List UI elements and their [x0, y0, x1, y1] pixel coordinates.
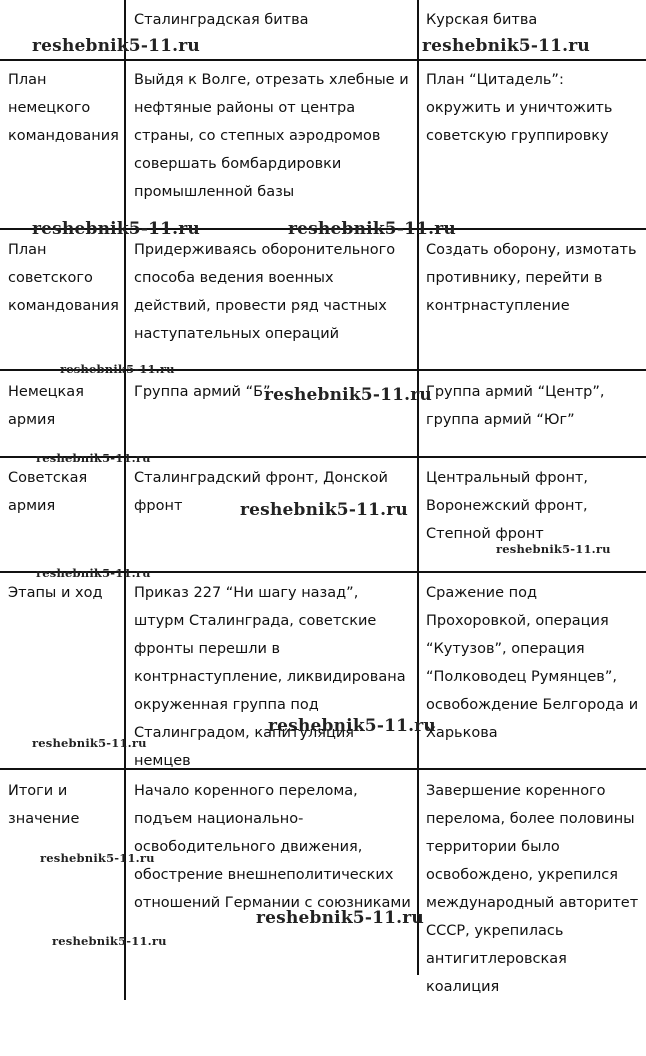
- watermark: reshebnik5-11.ru: [36, 566, 151, 580]
- header-kursk: Курская битва: [426, 12, 538, 28]
- stalingrad-cell: Начало коренного перелома, подъем национально-освободительного движения, обострение внешнеполитических отношений Германии с союзниками: [134, 783, 411, 911]
- stalingrad-cell: Придерживаясь оборонительного способа ведения военных действий, провести ряд частных наступательных операций: [134, 242, 396, 342]
- watermark: reshebnik5-11.ru: [32, 219, 200, 239]
- header-stalingrad: Сталинградская битва: [134, 12, 309, 28]
- row-label: Советская армия: [8, 470, 88, 514]
- watermark: reshebnik5-11.ru: [32, 36, 200, 56]
- stalingrad-cell: Группа армий “Б”: [134, 384, 271, 400]
- watermark: reshebnik5-11.ru: [422, 36, 590, 56]
- row-label: План немецкого командования: [8, 72, 119, 144]
- watermark: reshebnik5-11.ru: [36, 451, 151, 465]
- stalingrad-cell: Сталинградский фронт, Донской фронт: [134, 470, 388, 514]
- watermark: reshebnik5-11.ru: [40, 851, 155, 865]
- watermark: reshebnik5-11.ru: [264, 385, 432, 405]
- watermark: reshebnik5-11.ru: [32, 736, 147, 750]
- stalingrad-cell: Выйдя к Волге, отрезать хлебные и нефтяные районы от центра страны, со степных аэродромов совершать бомбардировки промышленной базы: [134, 72, 409, 200]
- kursk-cell: Создать оборону, измотать противнику, перейти в контрнаступление: [426, 242, 637, 314]
- row-label: План советского командования: [8, 242, 119, 314]
- row-divider: [0, 59, 646, 61]
- watermark: reshebnik5-11.ru: [288, 219, 456, 239]
- kursk-cell: Сражение под Прохоровкой, операция “Кутузов”, операция “Полководец Румянцев”, освобождение Белгорода и Харькова: [426, 585, 639, 741]
- row-label: Немецкая армия: [8, 384, 84, 428]
- watermark: reshebnik5-11.ru: [268, 716, 436, 736]
- watermark: reshebnik5-11.ru: [256, 908, 424, 928]
- watermark: reshebnik5-11.ru: [52, 934, 167, 948]
- stalingrad-cell: Приказ 227 “Ни шагу назад”, штурм Сталинграда, советские фронты перешли в контрнаступление, ликвидирована окруженная группа под Сталинградом, капитуляция немцев: [134, 585, 406, 769]
- watermark: reshebnik5-11.ru: [496, 542, 611, 556]
- watermark: reshebnik5-11.ru: [240, 500, 408, 520]
- kursk-cell: Завершение коренного перелома, более половины территории было освобождено, укрепился международный авторитет СССР, укрепилась антигитлеровская коалиция: [426, 783, 639, 995]
- kursk-cell: Центральный фронт, Воронежский фронт, Степной фронт: [426, 470, 588, 542]
- row-label: Этапы и ход: [8, 585, 103, 601]
- column-divider: [417, 0, 419, 975]
- watermark: reshebnik5-11.ru: [60, 362, 175, 376]
- kursk-cell: Группа армий “Центр”, группа армий “Юг”: [426, 384, 605, 428]
- column-divider: [124, 0, 126, 1000]
- kursk-cell: План “Цитадель”: окружить и уничтожить советскую группировку: [426, 72, 613, 144]
- row-label: Итоги и значение: [8, 783, 80, 827]
